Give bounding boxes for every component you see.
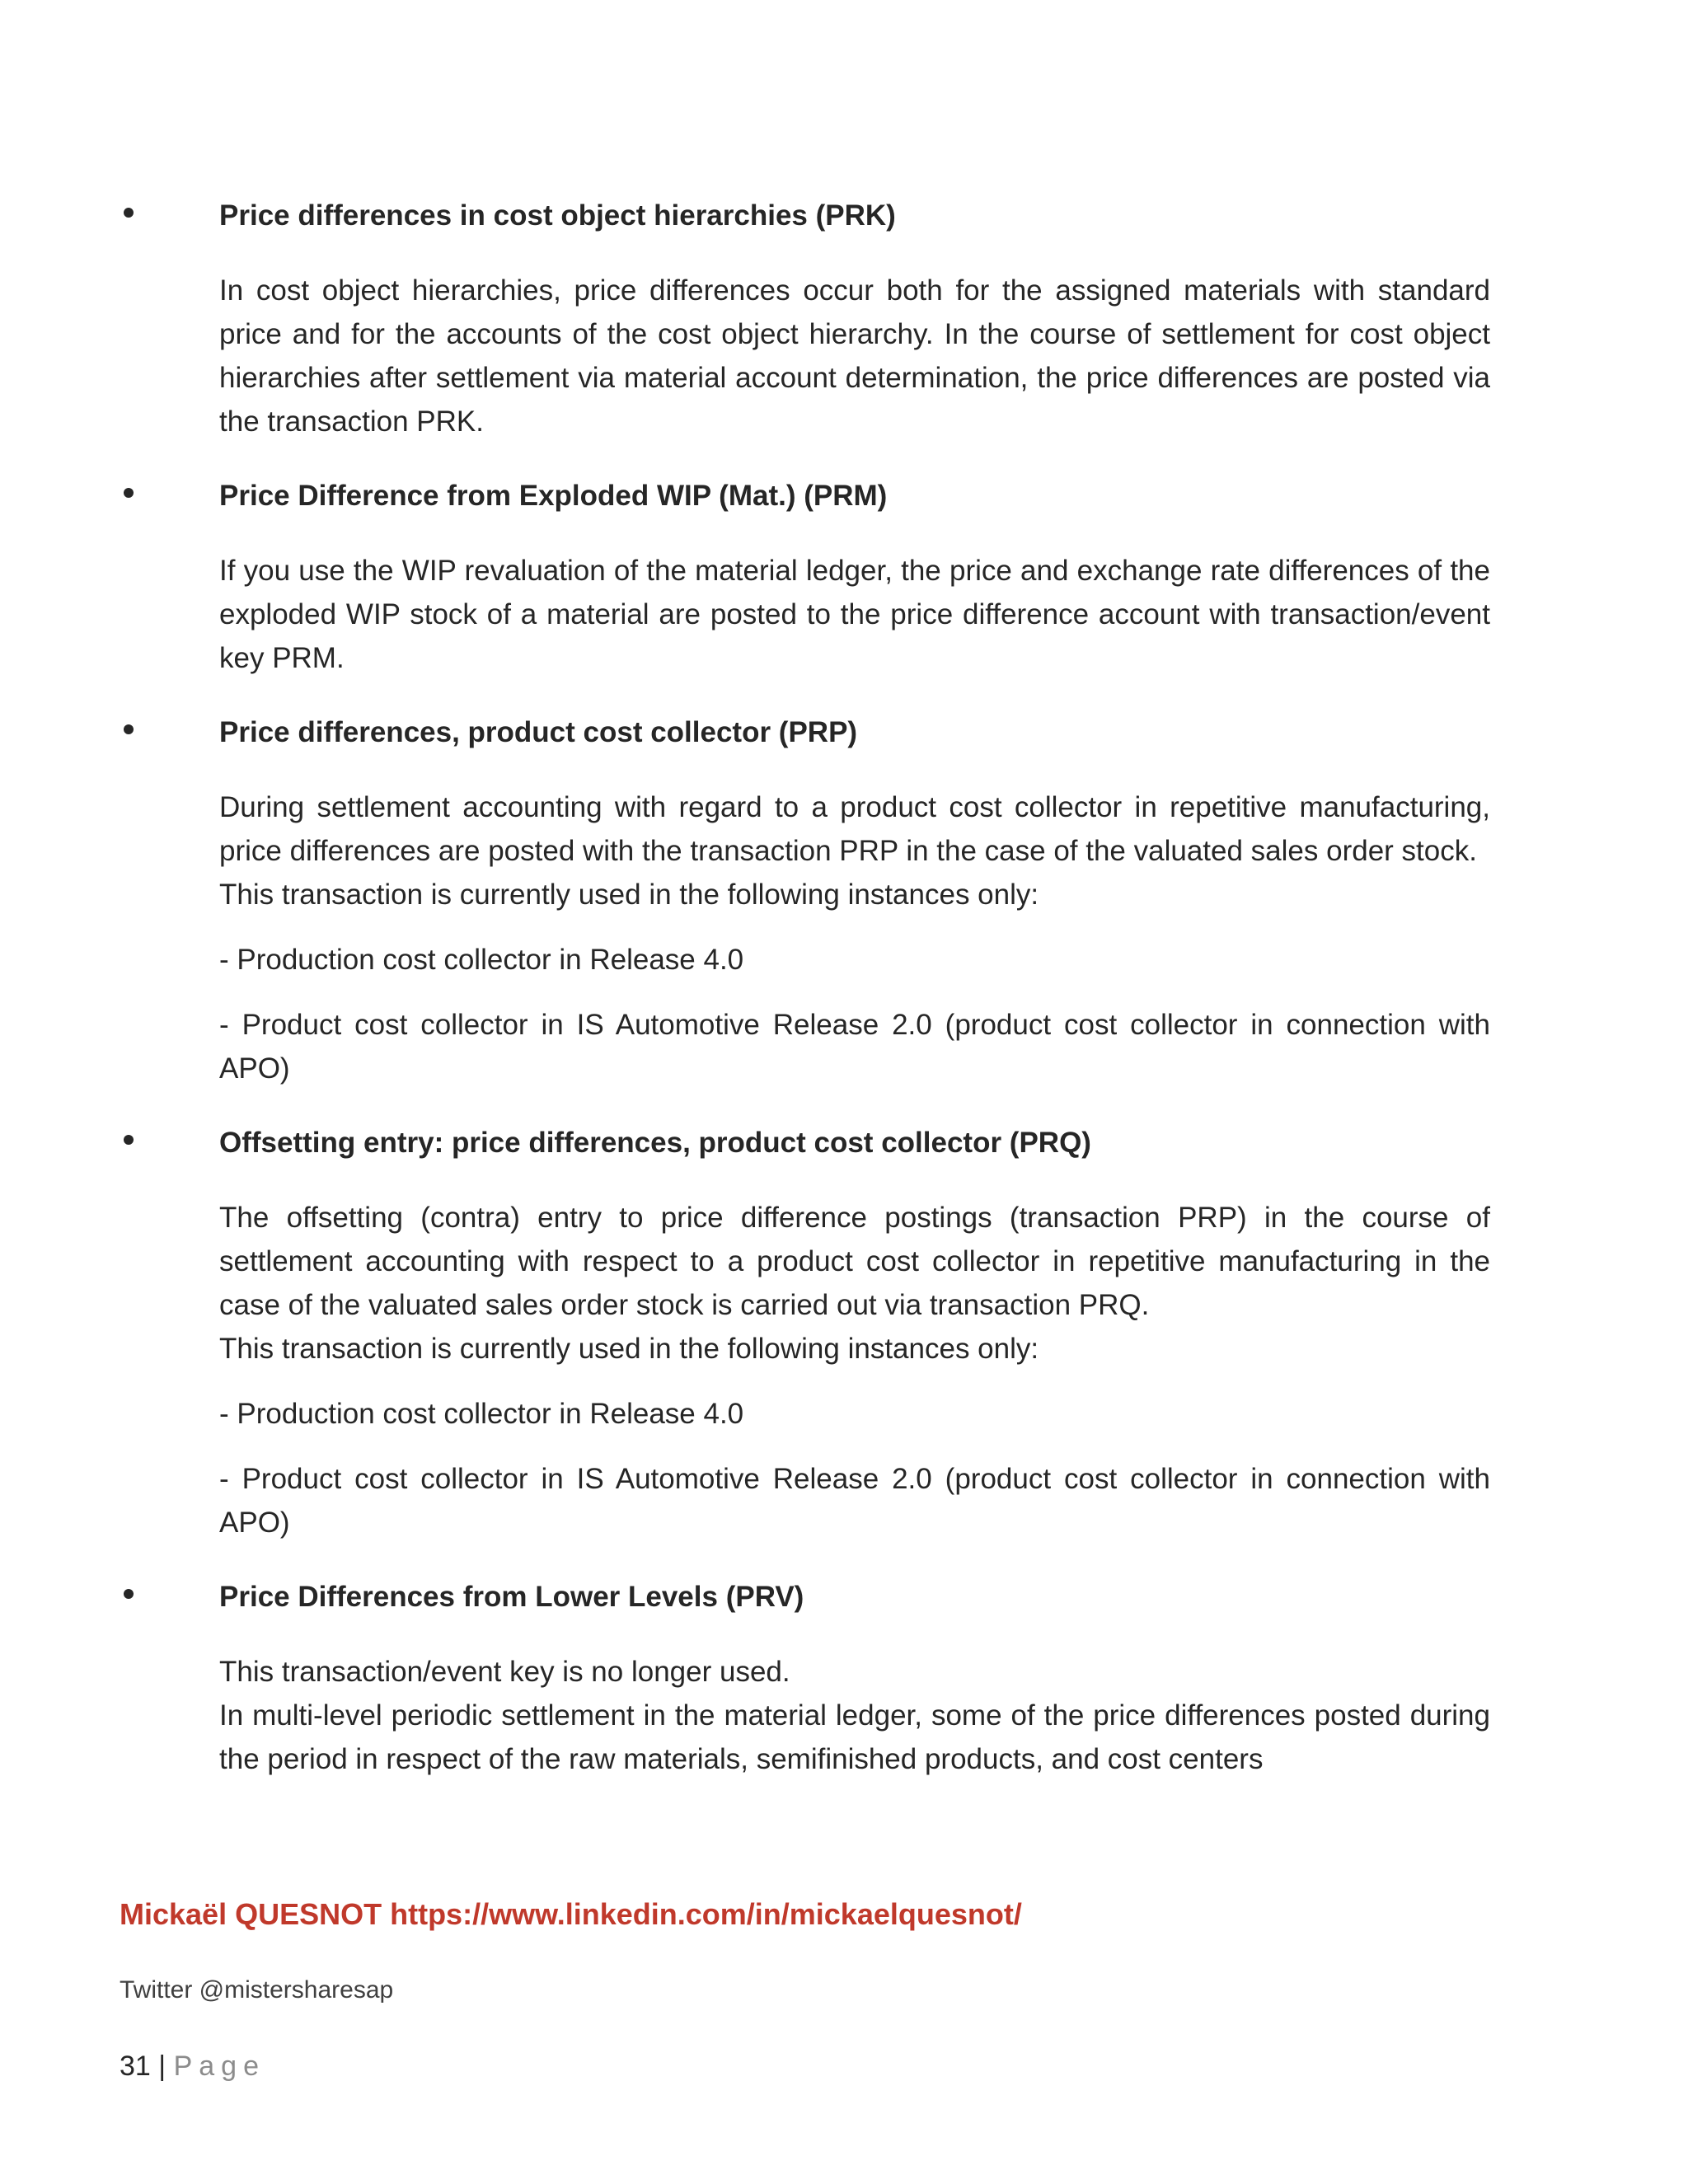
page-footer xyxy=(120,2050,265,2083)
page-separator: | xyxy=(158,2050,166,2082)
paragraph: In cost object hierarchies, price differences occur both for the assigned materials with standard price and for the accounts of the cost object hierarchy. In the course of settlement for cost object hierarchies after settlement via material account determination, the price differences are posted via the transaction PRK. xyxy=(219,274,1490,438)
section-heading: Price differences in cost object hierarchies (PRK) xyxy=(219,199,896,232)
paragraph: - Production cost collector in Release 4.0 xyxy=(219,1398,744,1430)
page-label: Page xyxy=(173,2050,265,2082)
bullet-icon xyxy=(124,488,134,498)
list-item xyxy=(165,1122,1490,1544)
paragraph: If you use the WIP revaluation of the material ledger, the price and exchange rate differences of the exploded WIP stock of a material are posted to the price difference account with transaction/event key PRM. xyxy=(219,555,1490,674)
paragraph: This transaction/event key is no longer used. xyxy=(219,1656,790,1688)
author-link[interactable]: Mickaël QUESNOT https://www.linkedin.com/in/mickaelquesnot/ xyxy=(120,1897,1022,1931)
bullet-icon xyxy=(124,724,134,734)
paragraph: This transaction is currently used in the following instances only: xyxy=(219,879,1039,911)
paragraph: The offsetting (contra) entry to price difference postings (transaction PRP) in the course of settlement accounting with respect to a product cost collector in repetitive manufacturing in the case of the valuated sales order stock is carried out via transaction PRQ. xyxy=(219,1202,1490,1321)
section-heading: Price Differences from Lower Levels (PRV) xyxy=(219,1581,804,1613)
list-item xyxy=(165,1576,1490,1781)
paragraph: - Product cost collector in IS Automotive Release 2.0 (product cost collector in connection with APO) xyxy=(219,1009,1490,1085)
twitter-handle: Twitter @mistersharesap xyxy=(120,1976,394,2004)
list-item xyxy=(165,475,1490,680)
bullet-icon xyxy=(124,208,134,218)
bullet-icon xyxy=(124,1135,134,1145)
paragraph: In multi-level periodic settlement in the material ledger, some of the price differences posted during the period in respect of the raw materials, semifinished products, and cost centers xyxy=(219,1699,1490,1775)
list-item xyxy=(165,711,1490,1090)
list-item xyxy=(165,194,1490,443)
paragraph: During settlement accounting with regard to a product cost collector in repetitive manufacturing, price differences are posted with the transaction PRP in the case of the valuated sales order stock. xyxy=(219,791,1490,867)
section-heading: Price differences, product cost collector (PRP) xyxy=(219,716,858,748)
bullet-icon xyxy=(124,1589,134,1599)
paragraph: - Production cost collector in Release 4.0 xyxy=(219,944,744,976)
paragraph: - Product cost collector in IS Automotive Release 2.0 (product cost collector in connection with APO) xyxy=(219,1463,1490,1539)
section-heading: Price Difference from Exploded WIP (Mat.) (PRM) xyxy=(219,480,888,512)
paragraph: This transaction is currently used in the following instances only: xyxy=(219,1333,1039,1365)
page-number: 31 xyxy=(120,2050,151,2082)
section-heading: Offsetting entry: price differences, product cost collector (PRQ) xyxy=(219,1127,1091,1159)
document-body xyxy=(165,194,1490,1812)
